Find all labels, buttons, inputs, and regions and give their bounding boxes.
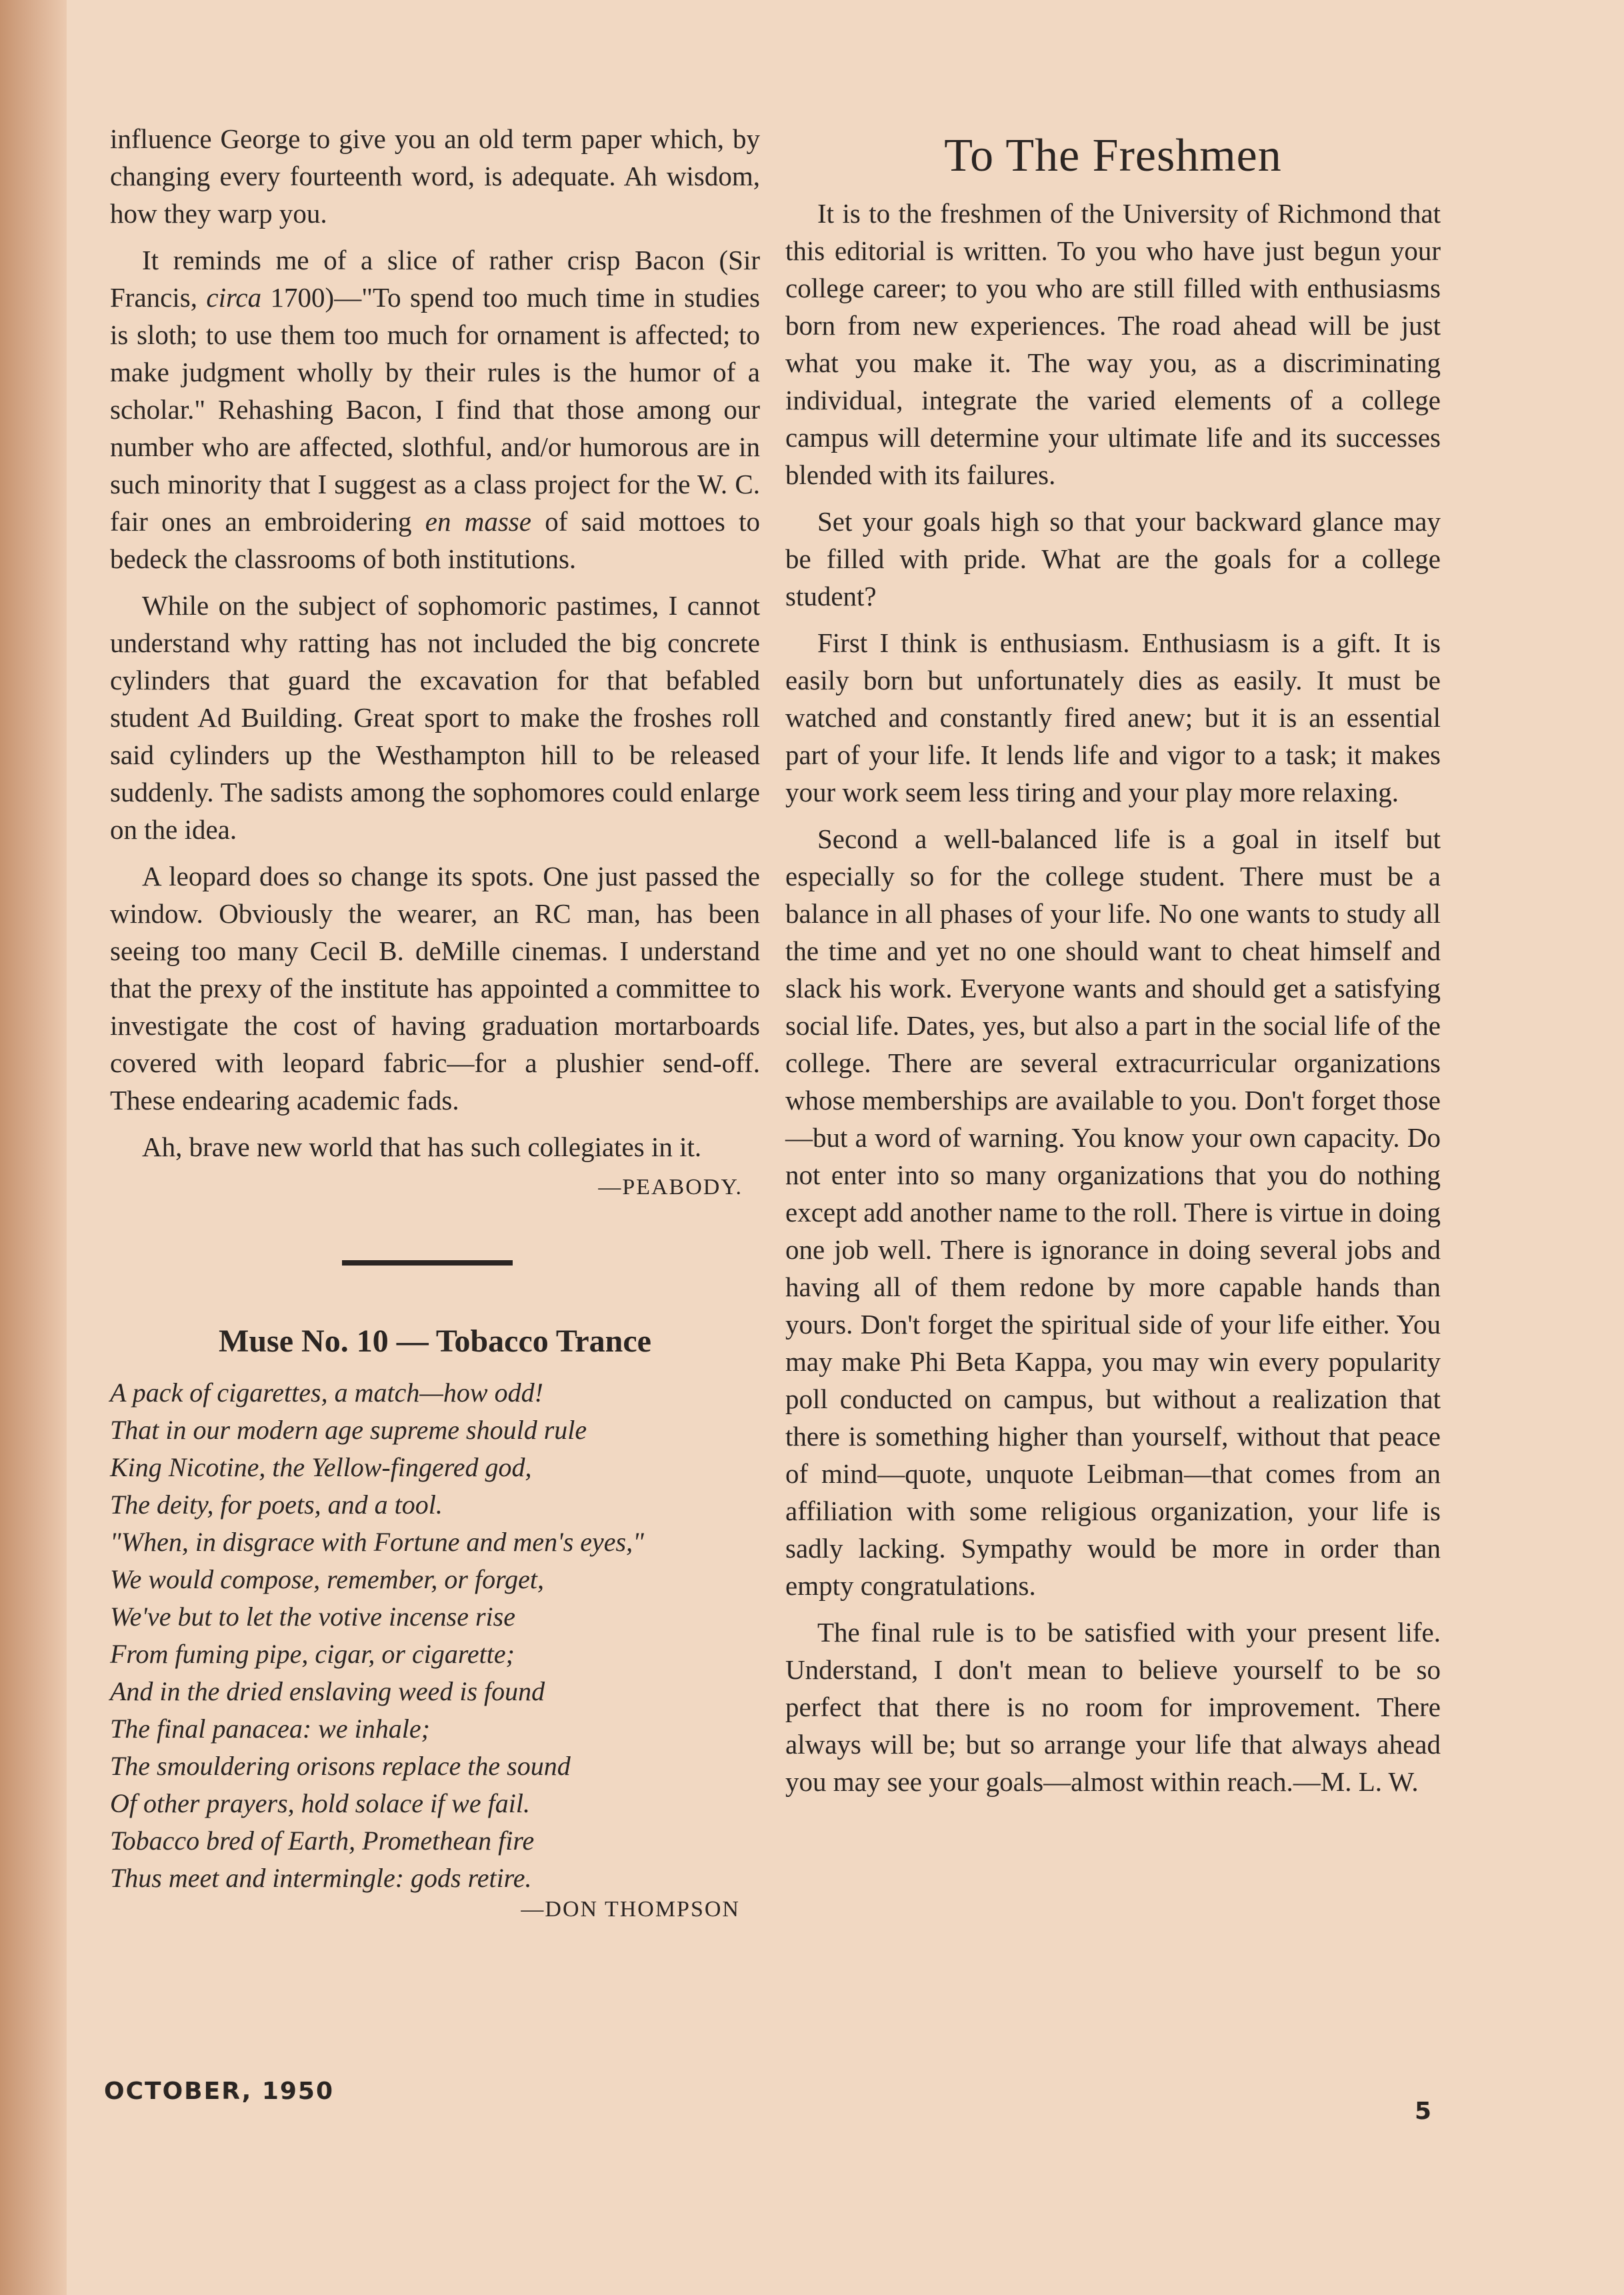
- poem-line: Of other prayers, hold solace if we fail.: [110, 1788, 530, 1818]
- poem-line: And in the dried enslaving weed is found: [110, 1676, 545, 1706]
- poem-line: A pack of cigarettes, a match—how odd!: [110, 1378, 543, 1408]
- poem-line: We would compose, remember, or forget,: [110, 1564, 545, 1594]
- right-column: [785, 120, 1441, 1810]
- paragraph: Set your goals high so that your backward glance may be filled with pride. What are the goals for a college student?: [785, 506, 1441, 611]
- page-number: 5: [1415, 2098, 1432, 2125]
- poem-line: King Nicotine, the Yellow-fingered god,: [110, 1452, 532, 1482]
- issue-date: OCTOBER, 1950: [104, 2078, 335, 2105]
- poem-line: "When, in disgrace with Fortune and men's eyes,": [110, 1527, 644, 1557]
- poem-line: We've but to let the votive incense rise: [110, 1602, 515, 1632]
- left-column: [110, 120, 760, 1922]
- poem-line: The deity, for poets, and a tool.: [110, 1490, 443, 1520]
- poem-body: [110, 1374, 760, 1897]
- paragraph: A leopard does so change its spots. One just passed the window. Obviously the wearer, an RC man, has been seeing too many Cecil B. deMille cinemas. I understand that the prexy of the institute has appointed a committee to investigate the cost of having graduation mortarboards covered with leopard fabric—for a plushier send-off. These endearing academic fads.: [110, 861, 760, 1115]
- poem-line: That in our modern age supreme should rule: [110, 1415, 587, 1445]
- section-divider: [342, 1260, 513, 1266]
- paragraph-bacon: It reminds me of a slice of rather crisp Bacon (Sir Francis, circa 1700)—"To spend too much time in studies is sloth; to use them too much for ornament is affected; to make judgment wholly by their rules is the humor of a scholar." Rehashing Bacon, I find that those among our number who are affected, slothful, and/or humorous are in such minority that I suggest as a class project for the W. C. fair ones an embroidering en masse of said mottoes to bedeck the classrooms of both institutions.: [110, 245, 761, 574]
- paragraph: influence George to give you an old term paper which, by changing every fourteenth word, is adequate. Ah wisdom, how they warp you.: [110, 123, 760, 229]
- paragraph: The final rule is to be satisfied with your present life. Understand, I don't mean to believe yourself to be so perfect that there is no room for improvement. There always will be; but so arrange your life that always ahead you may see your goals—almost within reach.—M. L. W.: [785, 1617, 1441, 1797]
- editorial-headline: To The Freshmen: [944, 130, 1282, 181]
- page-binding-edge: [0, 0, 67, 2295]
- poem-author: —DON THOMPSON: [521, 1897, 740, 1922]
- paragraph: Second a well-balanced life is a goal in itself but especially so for the college student. There must be a balance in all phases of your life. No one wants to study all the time and yet no one should want to cheat himself and slack his work. Everyone wants and should get a satisfying social life. Dates, yes, but also a part in the social life of the college. There are several extracurricular organizations whose memberships are available to you. Don't forget those—but a word of warning. You know your own capacity. Do not enter into so many organizations that you do nothing except add another name to the roll. There is virtue in doing one job well. There is ignorance in doing several jobs and having all of them redone by more capable hands than yours. Don't forget the spiritual side of your life either. You may make Phi Beta Kappa, you may win every popularity poll conducted on campus, but without a realization that there is something higher than yourself, without that peace of mind—quote, unquote Leibman—that comes from an affiliation with some religious organization, your life is sadly lacking. Sympathy would be more in order than empty congratulations.: [785, 823, 1441, 1601]
- poem-line: Thus meet and intermingle: gods retire.: [110, 1863, 532, 1893]
- paragraph: While on the subject of sophomoric pastimes, I cannot understand why ratting has not included the big concrete cylinders that guard the excavation for that befabled student Ad Building. Great sport to make the froshes roll said cylinders up the Westhampton hill to be released suddenly. The sadists among the sophomores could enlarge on the idea.: [110, 590, 760, 845]
- poem-title: Muse No. 10 — Tobacco Trance: [219, 1324, 651, 1359]
- poem-line: The final panacea: we inhale;: [110, 1714, 430, 1744]
- signature: —PEABODY.: [598, 1175, 743, 1200]
- poem-line: The smouldering orisons replace the sound: [110, 1751, 571, 1781]
- poem-line: Tobacco bred of Earth, Promethean fire: [110, 1826, 535, 1856]
- paragraph: Ah, brave new world that has such collegiates in it.: [142, 1131, 702, 1162]
- paragraph: It is to the freshmen of the University of Richmond that this editorial is written. To you who have just begun your college career; to you who are still filled with enthusiasms born from new experiences. The road ahead will be just what you make it. The way you, as a discriminating individual, integrate the varied elements of a college campus will determine your ultimate life and its successes blended with its failures.: [785, 198, 1441, 490]
- paragraph: First I think is enthusiasm. Enthusiasm is a gift. It is easily born but unfortunately dies as easily. It must be watched and constantly fired anew; but it is an essential part of your life. It lends life and vigor to a task; it makes your work seem less tiring and your play more relaxing.: [785, 627, 1441, 807]
- poem-line: From fuming pipe, cigar, or cigarette;: [110, 1639, 515, 1669]
